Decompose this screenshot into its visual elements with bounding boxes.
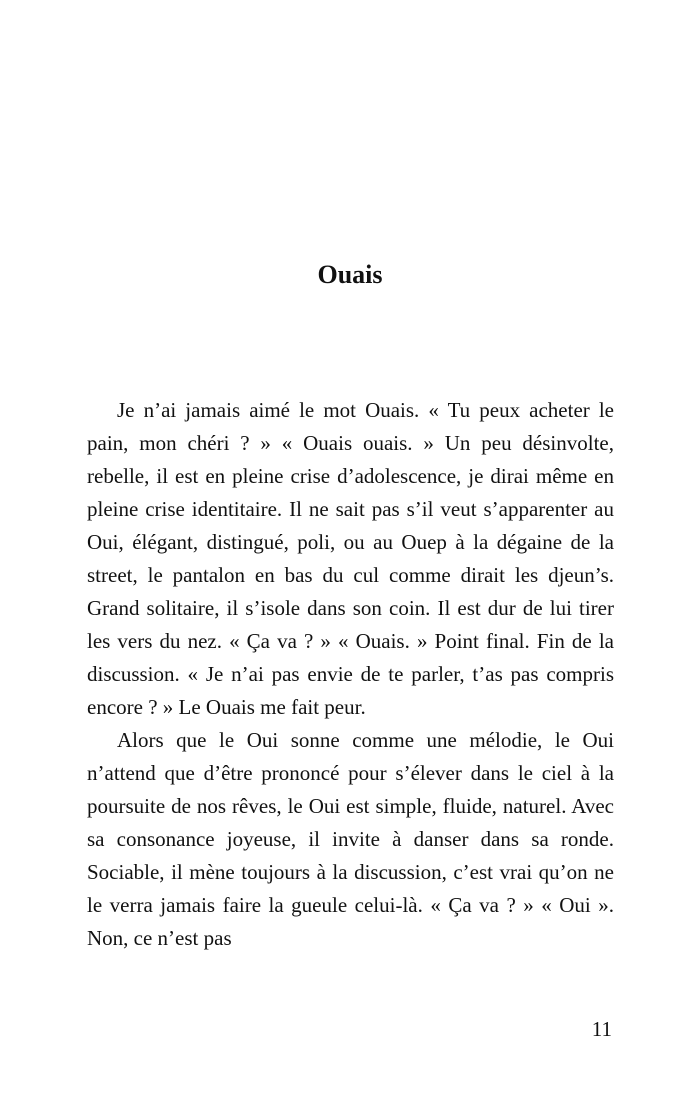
paragraph: Je n’ai jamais aimé le mot Ouais. « Tu peux acheter le pain, mon chéri ? » « Ouais ouais. » Un peu désinvolte, rebelle, il est en pleine crise d’adolescence, je dirai même en pleine crise identitaire. Il ne sait pas s’il veut s’apparenter au Oui, élégant, distingué, poli, ou au Ouep à la dégaine de la street, le pantalon en bas du cul comme dirait les djeun’s. Grand solitaire, il s’isole dans son coin. Il est dur de lui tirer les vers du nez. « Ça va ? » « Ouais. » Point final. Fin de la discussion. « Je n’ai pas envie de te parler, t’as pas compris encore ? » Le Ouais me fait peur. [87,398,614,719]
chapter-body [87,394,614,955]
paragraph: Alors que le Oui sonne comme une mélodie, le Oui n’attend que d’être prononcé pour s’élever dans le ciel à la poursuite de nos rêves, le Oui est simple, fluide, naturel. Avec sa consonance joyeuse, il invite à danser dans sa ronde. Sociable, il mène toujours à la discussion, c’est vrai qu’on ne le verra jamais faire la gueule celui-là. « Ça va ? » « Oui ». Non, ce n’est pas [87,728,614,950]
page-number: 11 [591,1017,612,1041]
chapter-title: Ouais [317,260,383,289]
